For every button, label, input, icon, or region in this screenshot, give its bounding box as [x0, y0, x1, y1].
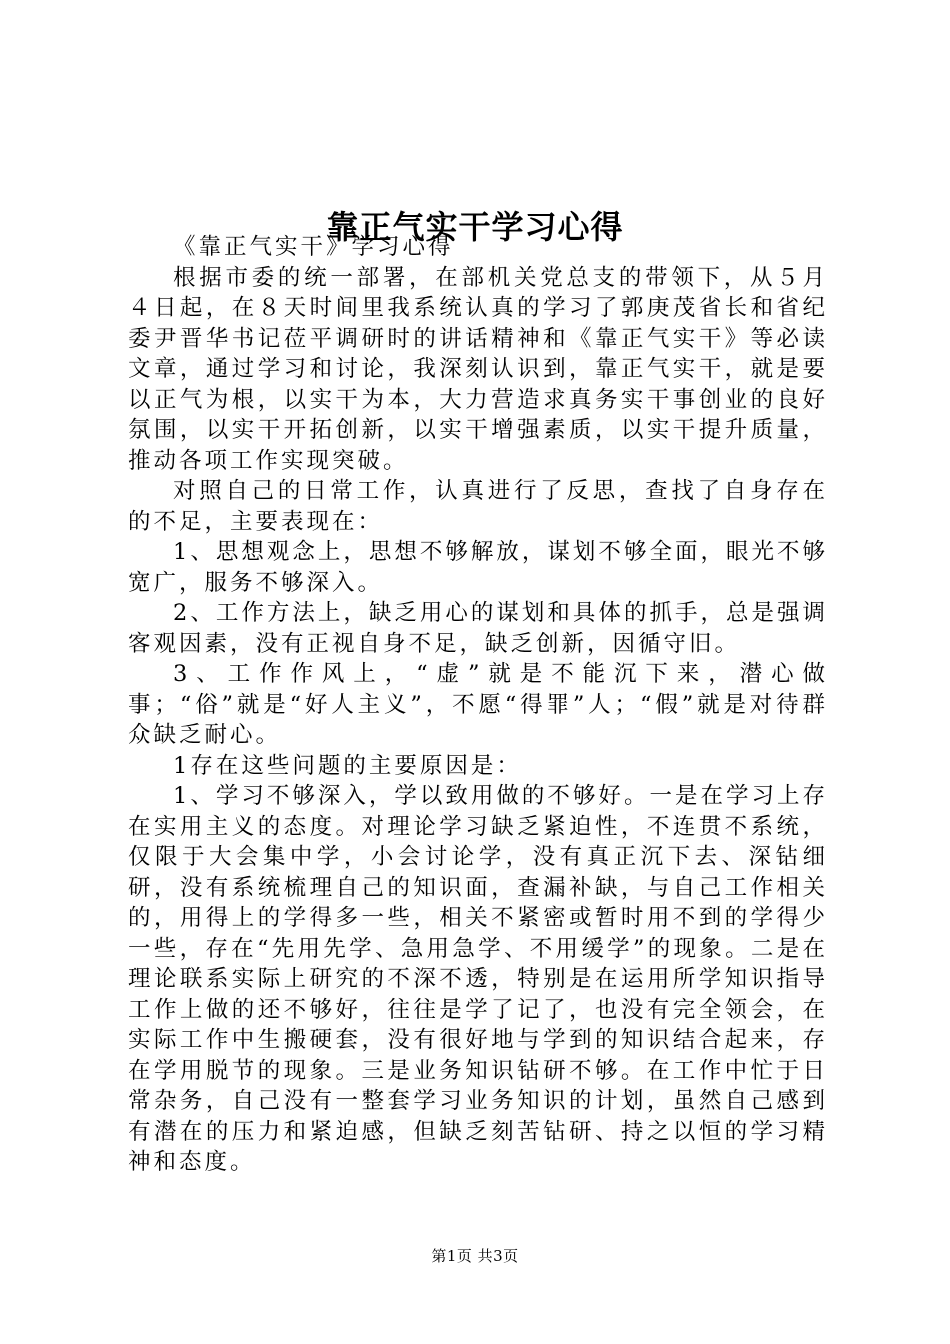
paragraph-cause-study: 1、学习不够深入，学以致用做的不够好。一是在学习上存在实用主义的态度。对理论学习缺乏紧迫性，不连贯不系统，仅限于大会集中学，小会讨论学，没有真正沉下去、深钻细研，没有系统梳理自己的知识面，查漏补缺，与自己工作相关的，用得上的学得多一些，相关不紧密或暂时用不到的学得少一些，存在“先用先学、急用急学、不用缓学”的现象。二是在理论联系实际上研究的不深不透，特别是在运用所学知识指导工作上做的还不够好，往往是学了记了，也没有完全领会，在实际工作中生搬硬套，没有很好地与学到的知识结合起来，存在学用脱节的现象。三是业务知识钻研不够。在工作中忙于日常杂务，自己没有一整套学习业务知识的计划，虽然自己感到有潜在的压力和紧迫感，但缺乏刻苦钻研、持之以恒的学习精神和态度。 [128, 783, 828, 1175]
paragraph-intro: 根据市委的统一部署，在部机关党总支的带领下，从５月４日起，在８天时间里我系统认真的学习了郭庚茂省长和省纪委尹晋华书记莅平调研时的讲话精神和《靠正气实干》等必读文章，通过学习和讨论，我深刻认识到，靠正气实干，就是要以正气为根，以实干为本，大力营造求真务实干事创业的良好氛围，以实干开拓创新，以实干增强素质，以实干提升质量，推动各项工作实现突破。 [128, 264, 828, 474]
paragraph-reflection: 对照自己的日常工作，认真进行了反思，查找了自身存在的不足，主要表现在： [128, 478, 828, 535]
paragraph-point-thinking: 1、思想观念上，思想不够解放，谋划不够全面，眼光不够宽广，服务不够深入。 [128, 539, 828, 596]
page-footer: 第1页 共3页 [431, 1247, 519, 1265]
paragraph-causes-heading: 1存在这些问题的主要原因是： [173, 752, 522, 779]
paragraph-subtitle: 《靠正气实干》学习心得 [173, 234, 454, 260]
paragraph-point-style: 3、工作作风上，“虚”就是不能沉下来，潜心做事；“俗”就是“好人主义”，不愿“得罪”人；“假”就是对待群众缺乏耐心。 [128, 661, 828, 748]
document-title: 靠正气实干学习心得 [326, 208, 624, 247]
paragraph-point-method: 2、工作方法上，缺乏用心的谋划和具体的抓手，总是强调客观因素，没有正视自身不足，缺乏创新，因循守旧。 [128, 600, 828, 657]
document-body [128, 232, 828, 1178]
